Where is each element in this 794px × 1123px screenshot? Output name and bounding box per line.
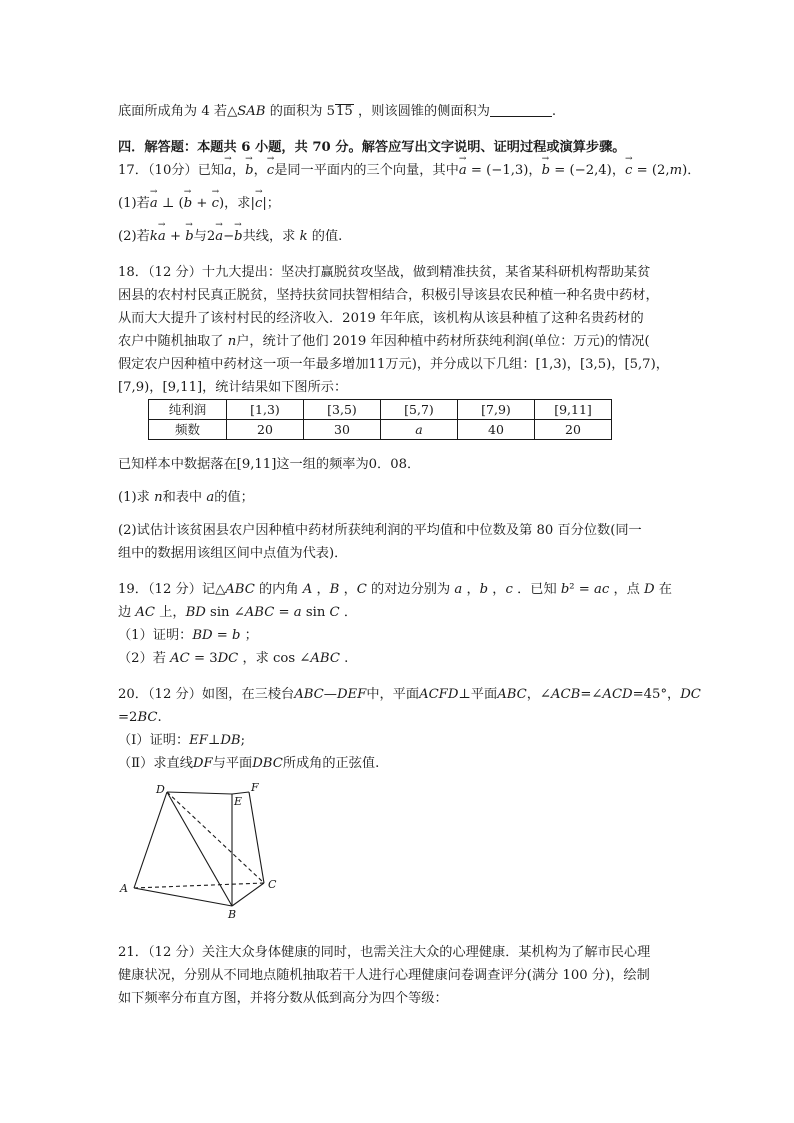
q17-part2: (2)若k→ a + → b与2→ a−→ b共线，求 k 的值. [118,225,688,248]
table-cell: [1,3) [227,400,304,420]
q20-stem-line2: =2BC. [118,710,162,725]
edge-AC-hidden [134,883,264,888]
q18-line1: 18．（12 分）十九大提出：坚决打赢脱贫攻坚战，做到精准扶贫，某省某科研机构帮助某贫 [118,265,651,280]
table-cell: 20 [227,420,304,440]
table-cell: 40 [458,420,535,440]
vector-b: → b [245,159,253,182]
edge-DA [134,792,167,888]
table-cell: [7,9) [458,400,535,420]
q20-sub1: （Ⅰ）证明：EF⊥DB; [118,733,246,748]
q21-line2: 健康状况，分别从不同地点随机抽取若干人进行心理健康问卷调查评分(满分 100 分)，绘制 [118,968,650,983]
edge-BC [232,883,264,906]
q18-known: 已知样本中数据落在[9,11]这一组的频率为0．08． [118,457,421,472]
table-cell: 30 [304,420,381,440]
label-D: D [156,783,165,796]
q18-line6: [7,9)，[9,11]，统计结果如下图所示： [118,380,348,395]
q17-part1: (1)若→ a ⊥ (→ b + → c)，求|→ c|； [118,192,688,215]
q17-stem: 17．（10分）已知→ a，→ b，→ c是同一平面内的三个向量，其中→ a = (−1,3)，→ b = (−2,4)，→ c = (2,m)． [118,159,688,182]
table-cell: 频数 [149,420,227,440]
label-F: F [251,781,259,794]
q21-line1: 21．（12 分）关注大众身体健康的同时，也需关注大众的心理健康．某机构为了解市民心理 [118,945,651,960]
q21-line3: 如下频率分布直方图，并将分数从低到高分为四个等级： [118,991,448,1006]
vector-c: → c [267,159,274,182]
edge-DC-hidden [167,792,264,883]
q19-sub2: （2）若 AC = 3DC ，求 cos ∠ABC . [118,651,349,666]
cont-question: ，则该圆锥的侧面积为 [353,104,490,119]
vector-a: → a [224,159,232,182]
continuation-line [118,100,688,123]
q18-part2-line2: 组中的数据用该组区间中点值为代表)． [118,546,348,561]
edge-FC [249,792,264,883]
table-cell: 20 [535,420,612,440]
frustum-figure [118,779,298,919]
section-heading: 四．解答题：本题共 6 小题，共 70 分。解答应写出文字说明、证明过程或演算步骤。 [118,140,626,155]
label-B: B [228,908,237,919]
q20-stem: 20．（12 分）如图，在三棱台ABC—DEF中，平面ACFD⊥平面ABC，∠ACB=∠ACD=45°，DC [118,687,701,702]
table-cell: [3,5) [304,400,381,420]
q18-part2-line1: (2)试估计该贫困县农户因种植中药材所获纯利润的平均值和中位数及第 80 百分位数(同一 [118,523,642,538]
edge-AB [134,888,232,906]
edge-EF [232,792,249,794]
q19-sub1: （1）证明：BD = b ； [118,628,258,643]
edge-DB [167,792,232,906]
profit-frequency-table [148,399,612,440]
triangle-name: SAB [237,104,266,119]
answer-blank [490,102,552,117]
table-row [149,420,612,440]
edge-DE [167,792,232,794]
q18-line4: 农户中随机抽取了 n户，统计了他们 2019 年因种植中药材所获纯利润(单位：万元)的情况( [118,334,650,349]
q18-part1: (1)求 n和表中 a的值； [118,490,254,505]
cont-area-text: 的面积为 5 [265,104,336,119]
q18-line3: 从而大大提升了该村村民的经济收入．2019 年年底，该机构从该县种植了这种名贵药材的 [118,311,644,326]
table-cell: [5,7) [381,400,458,420]
q18-line5: 假定农户因种植中药材这一项一年最多增加11万元)，并分成以下几组：[1,3)，[3,5)，[5,7)， [118,357,669,372]
q18-line2: 困县的农村村民真正脱贫，坚持扶贫同扶智相结合，积极引导该县农民种植一种名贵中药材， [118,288,659,303]
table-row [149,400,612,420]
exam-page [118,100,701,1010]
q19-stem-line2: 边 AC 上，BD sin ∠ABC = a sin C ． [118,605,358,620]
label-E: E [234,795,243,808]
q19-stem: 19．（12 分）记△ABC 的内角 A ，B ，C 的对边分别为 a ，b ，c ．已知 b² = ac ，点 D 在 [118,582,672,597]
cont-text: 底面所成角为 4 若 [118,104,228,119]
table-cell: 纯利润 [149,400,227,420]
table-cell: a [381,420,458,440]
table-cell: [9,11] [535,400,612,420]
label-A: A [120,882,128,895]
period: . [551,104,557,119]
triangle-symbol: △ [227,104,238,119]
sqrt-15: 15 [336,104,353,119]
q20-sub2: （Ⅱ）求直线DF与平面DBC所成角的正弦值. [118,756,380,771]
label-C: C [268,878,277,891]
